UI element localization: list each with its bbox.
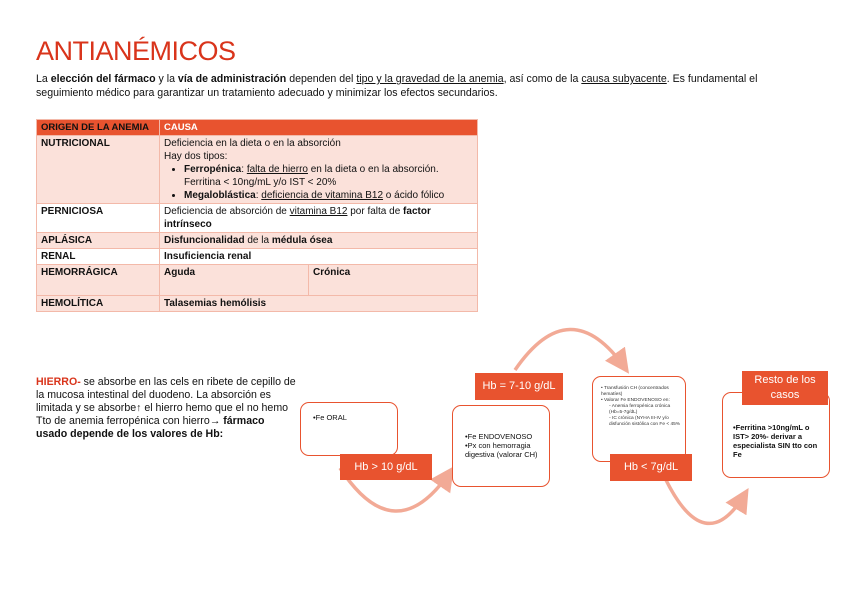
cause-text: de la (244, 235, 272, 246)
type-detail: o ácido fólico (383, 190, 445, 201)
cause-text: Deficiencia de absorción de (164, 206, 290, 217)
arc-connector-3 (665, 478, 745, 523)
intro-text: La (36, 73, 51, 85)
item-list (593, 377, 685, 428)
flow-box-hb-above-10 (300, 402, 398, 456)
row-cause-acute: Aguda (160, 265, 309, 296)
flow-box-hb-below-7 (592, 376, 686, 462)
flow-label-other-cases: Resto de los casos (742, 371, 828, 405)
type-name: Megaloblástica (184, 190, 256, 201)
cause-bold: factor intrínseco (164, 206, 431, 230)
cause-text: por falta de (347, 206, 404, 217)
item-text: Fe ENDOVENOSO (467, 432, 533, 441)
flow-label-hb-7-10: Hb = 7-10 g/dL (475, 373, 563, 400)
intro-text: . Es fundamental el seguimiento médico para garantizar un tratamiento adecuado y minimizar los efectos secundarios. (36, 73, 758, 99)
cause-bold: Disfuncionalidad (164, 235, 245, 246)
item-text: Ferritina >10ng/mL o IST> 20%- derivar a especialista SIN tto con Fe (733, 423, 818, 459)
row-cause: Talasemias hemólisis (160, 296, 478, 312)
arrow-right-icon: → (209, 415, 221, 427)
separator: : (255, 190, 262, 201)
row-label: PERNICIOSA (37, 204, 160, 233)
hierro-text: se absorbe en las cels en ribete de cepillo de la mucosa intestinal del duodeno. La absorción es limitada y se absorbe (36, 376, 296, 414)
flow-label-hb-above-10: Hb > 10 g/dL (340, 454, 432, 480)
header-origin: ORIGEN DE LA ANEMIA (37, 120, 160, 136)
list-item: ◦ Anemia ferropénica crónica (Hb=5-7g/dL) (609, 404, 671, 415)
type-underline: deficiencia de vitamina B12 (261, 190, 384, 201)
list-item: • Transfusión CH (concentrados hematíes) (601, 386, 669, 397)
page-title: ANTIANÉMICOS (36, 36, 236, 66)
row-label: HEMORRÁGICA (37, 265, 160, 296)
row-label: HEMOLÍTICA (37, 296, 160, 312)
row-cause-chronic: Crónica (309, 265, 478, 296)
row-label: NUTRICIONAL (37, 136, 160, 204)
cause-bold: médula ósea (271, 235, 333, 246)
treatment-bold: fármaco usado depende de los valores de Hb: (36, 415, 265, 440)
list-item: ◦ IC crónica (NYHA III-IV y/o disfunción sistólica con Fe < 45% (609, 416, 681, 427)
flow-label-hb-below-7: Hb < 7g/dL (610, 454, 692, 481)
type-name: Ferropénica (184, 164, 242, 175)
item-text: Fe ORAL (315, 413, 347, 422)
type-underline: falta de hierro (246, 164, 308, 175)
arc-connector-2 (515, 329, 625, 370)
list-item: •Ferritina >10ng/mL o IST> 20%- derivar a especialista SIN tto con Fe (733, 423, 818, 459)
list-item: •Fe ORAL (313, 413, 347, 422)
cause-line: Hay dos tipos: (164, 151, 228, 162)
item-text: Transfusión CH (concentrados hematíes) (601, 386, 669, 397)
hierro-text: el hierro hemo que el no hemo (141, 402, 289, 414)
list-item: • Valorar Fe ENDOVENOSO en: (601, 398, 670, 403)
intro-text: y la (155, 73, 178, 85)
intro-text: , así como de la (503, 73, 582, 85)
intro-bold-drug: elección del fármaco (50, 73, 156, 85)
intro-text: dependen del (286, 73, 357, 85)
flow-box-hb-7-10 (452, 405, 550, 487)
hierro-label: HIERRO- (36, 376, 81, 388)
treatment-text: Tto de anemia ferropénica con hierro (36, 415, 210, 427)
row-label: APLÁSICA (37, 233, 160, 249)
row-cause: Insuficiencia renal (160, 249, 478, 265)
cause-underline: vitamina B12 (289, 206, 348, 217)
list-item: •Px con hemorragia digestiva (valorar CH) (465, 441, 538, 459)
cause-line: Deficiencia en la dieta o en la absorción (164, 138, 341, 149)
intro-underline-type: tipo y la gravedad de la anemia (356, 73, 504, 85)
list-item: •Fe ENDOVENOSO (465, 432, 533, 441)
item-text: Px con hemorragia digestiva (valorar CH) (465, 441, 538, 459)
header-cause: CAUSA (160, 120, 478, 136)
row-label: RENAL (37, 249, 160, 265)
arrow-up-icon: ↑ (136, 402, 142, 414)
type-detail: en la dieta o en la absorción. Ferritina < 10ng/mL y/o IST < 20% (184, 164, 439, 188)
separator: : (241, 164, 247, 175)
intro-underline-cause: causa subyacente (581, 73, 667, 85)
item-list (453, 406, 549, 459)
item-text: Valorar Fe ENDOVENOSO en: (604, 398, 670, 403)
item-text: Anemia ferropénica crónica (Hb=5-7g/dL) (609, 404, 671, 415)
intro-bold-route: vía de administración (177, 73, 287, 85)
item-text: IC crónica (NYHA III-IV y/o disfunción sistólica con Fe < 45% (609, 416, 681, 427)
